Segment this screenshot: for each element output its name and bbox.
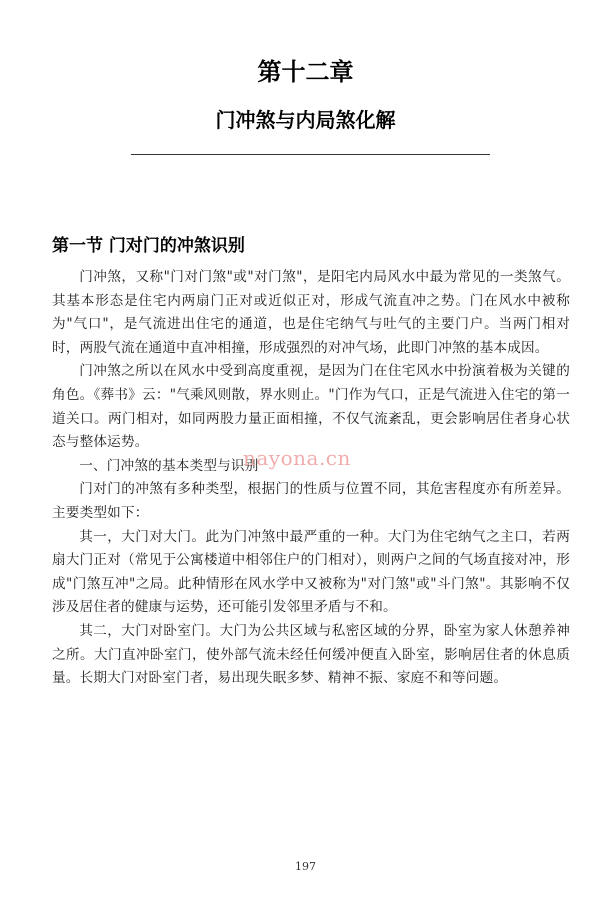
body-text [52,266,570,691]
paragraph-intro: 门冲煞，又称"门对门煞"或"对门煞"，是阳宅内局风水中最为常见的一类煞气。其基本形态是住宅内两扇门正对或近似正对，形成气流直冲之势。门在风水中被称为"气口"，是气流进出住宅的通道，也是住宅纳气与吐气的主要门户。当两门相对时，两股气流在通道中直冲相撞，形成强烈的对冲气场，此即门冲煞的基本成因。 [52,269,570,356]
paragraph-importance: 门冲煞之所以在风水中受到高度重视，是因为门在住宅风水中扮演着极为关键的角色。《葬书》云："气乘风则散，界水则止。"门作为气口，正是气流进入住宅的第一道关口。两门相对，如同两股力量正面相撞，不仅气流紊乱，更会影响居住者身心状态与整体运势。 [52,363,570,451]
chapter-subtitle: 门冲煞与内局煞化解 [215,108,396,132]
title-divider [131,154,490,155]
page-number: 197 [295,860,316,873]
paragraph-type-two: 其二，大门对卧室门。大门为公共区域与私密区域的分界，卧室为家人休憩养神之所。大门直冲卧室门，使外部气流未经任何缓冲便直入卧室，影响居住者的休息质量。长期大门对卧室门者，易出现失眠多梦、精神不振、家庭不和等问题。 [52,622,570,687]
paragraph-types-intro: 门对门的冲煞有多种类型，根据门的性质与位置不同，其危害程度亦有所差异。主要类型如下： [52,481,570,521]
chapter-title: 第十二章 [257,58,354,86]
section-heading: 第一节 门对门的冲煞识别 [52,236,245,256]
subsection-heading: 一、门冲煞的基本类型与识别 [79,457,259,474]
watermark: nayona.cn [243,446,351,470]
paragraph-type-one: 其一，大门对大门。此为门冲煞中最严重的一种。大门为住宅纳气之主口，若两扇大门正对（常见于公寓楼道中相邻住户的门相对），则两户之间的气场直接对冲，形成"门煞互冲"之局。此种情形在风水学中又被称为"对门煞"或"斗门煞"。其影响不仅涉及居住者的健康与运势，还可能引发邻里矛盾与不和。 [52,528,570,616]
